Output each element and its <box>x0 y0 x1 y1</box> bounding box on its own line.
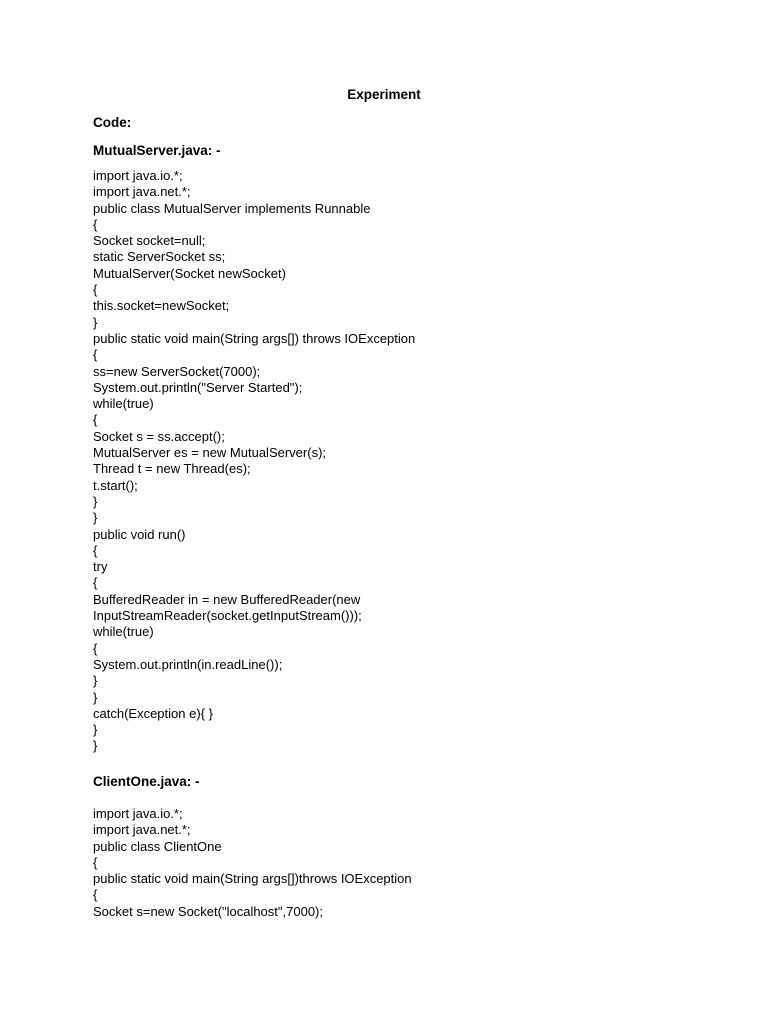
code-line: public static void main(String args[]) throws IOException <box>93 330 416 346</box>
code-line: } <box>93 722 98 738</box>
code-line: { <box>93 412 98 428</box>
code-line: System.out.println("Server Started"); <box>93 379 303 395</box>
code-line: while(true) <box>93 624 154 640</box>
code-line: } <box>93 314 98 330</box>
code-line: System.out.println(in.readLine()); <box>93 656 283 672</box>
code-line: ss=new ServerSocket(7000); <box>93 363 261 379</box>
code-block-clientone <box>93 806 412 920</box>
code-line: BufferedReader in = new BufferedReader(new <box>93 591 361 607</box>
code-line: } <box>93 673 98 689</box>
code-line: this.socket=newSocket; <box>93 298 230 314</box>
code-line: { <box>93 854 98 870</box>
code-line: } <box>93 493 98 509</box>
code-line: { <box>93 575 98 591</box>
code-line: { <box>93 640 98 656</box>
code-line: public class ClientOne <box>93 838 222 854</box>
code-line: t.start(); <box>93 477 138 493</box>
code-line: Socket s=new Socket("localhost",7000); <box>93 903 323 919</box>
code-line: { <box>93 887 98 903</box>
code-line: } <box>93 689 98 705</box>
code-line: { <box>93 216 98 232</box>
code-line: public class MutualServer implements Runnable <box>93 200 371 216</box>
code-line: import java.net.*; <box>93 184 191 200</box>
code-line: import java.io.*; <box>93 806 183 821</box>
code-line: } <box>93 510 98 526</box>
code-line: import java.io.*; <box>93 168 183 183</box>
document-title: Experiment <box>347 87 421 102</box>
code-line: Socket s = ss.accept(); <box>93 428 225 444</box>
code-line: MutualServer es = new MutualServer(s); <box>93 445 327 461</box>
code-line: while(true) <box>93 396 154 412</box>
code-line: MutualServer(Socket newSocket) <box>93 265 286 281</box>
code-line: public void run() <box>93 526 186 542</box>
code-block-mutualserver <box>93 168 415 755</box>
code-line: catch(Exception e){ } <box>93 705 213 721</box>
code-line: Thread t = new Thread(es); <box>93 461 251 477</box>
code-line: { <box>93 347 98 363</box>
code-label: Code: <box>93 115 132 130</box>
code-line: { <box>93 282 98 298</box>
code-line: Socket socket=null; <box>93 233 206 249</box>
code-line: static ServerSocket ss; <box>93 249 226 265</box>
code-line: import java.net.*; <box>93 822 191 838</box>
code-line: try <box>93 559 108 575</box>
code-line: public static void main(String args[])throws IOException <box>93 871 412 887</box>
section-heading-mutualserver: MutualServer.java: - <box>93 143 221 158</box>
section-heading-clientone: ClientOne.java: - <box>93 774 200 789</box>
code-line: { <box>93 542 98 558</box>
code-line: InputStreamReader(socket.getInputStream())); <box>93 608 362 624</box>
code-line: } <box>93 738 98 754</box>
